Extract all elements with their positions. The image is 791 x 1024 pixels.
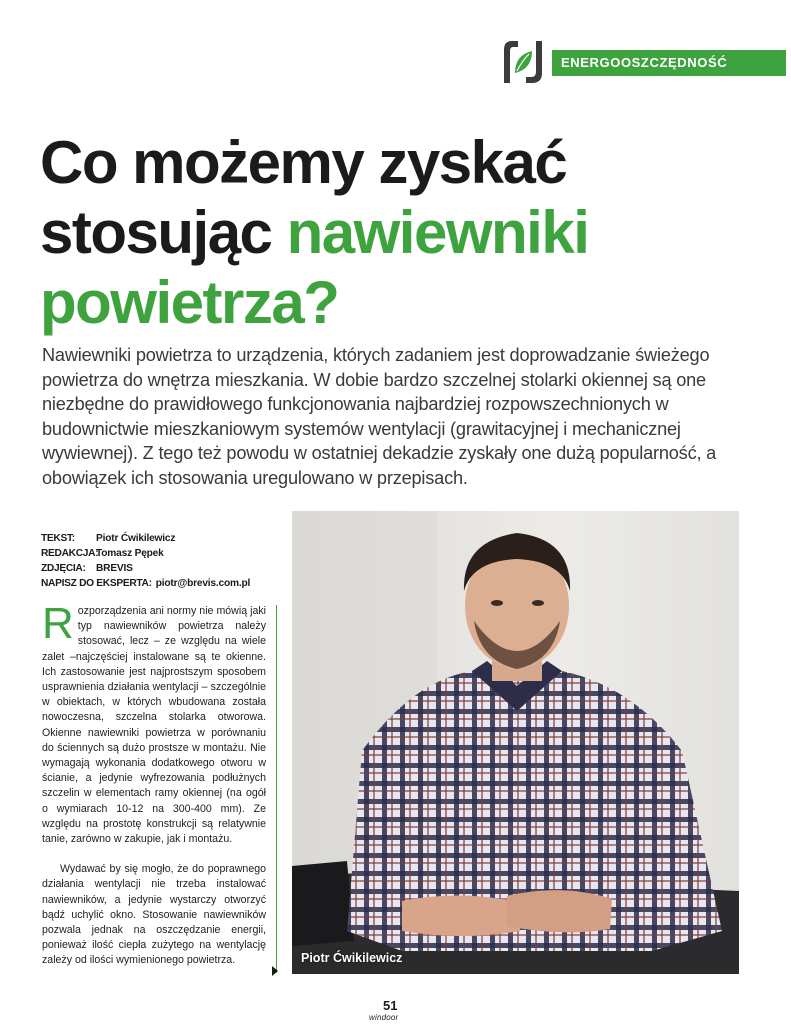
body-paragraph-2: Wydawać by się mogło, że do poprawnego działania wentylacji nie trzeba instalować nawiewników, a jedynie wystarczy otworzyć bądź uchylić okno. Stosowanie nawiewników pozwala jednak na oszczędzanie energii, ponieważ ilość ciepła zużytego na wentylację zależy od ilości wymienionego powietrza. — [42, 863, 266, 967]
author-photo — [292, 511, 739, 974]
credit-label: REDAKCJA: — [41, 548, 99, 559]
credit-value: Tomasz Pępek — [96, 548, 164, 559]
body-paragraph-1-text: ozporządzenia ani normy nie mówią jaki typ nawiewników powietrza należy stosować, lecz – ze względu na wiele zalet –najczęściej instalowane są te okienne. Ich zastosowanie jest najprostszym sposobem usprawnienia działania wentylacji – szczególnie w obiektach, w których wbudowana została nowoczesna, szczelna stolarka otworowa. Okienne nawiewniki powietrza w porównaniu do ściennych są dużo prostsze w montażu. Nie wymagają wykonania dodatkowego otworu w ścianie, a jedynie wyfrezowania podłużnych szczelin w elementach ramy okiennej (na ogół o wymiarach 10-12 na 300-400 mm). Ze względu na prostotę konstrukcji są relatywnie tanie, zarówno w zakupie, jak i montażu. — [42, 605, 266, 846]
credit-editing — [41, 546, 291, 561]
credit-contact — [41, 576, 291, 591]
title-line-2-dark: stosując — [40, 199, 287, 266]
title-line-2-green: nawiewniki — [286, 199, 589, 266]
title-line-3-green: powietrza? — [40, 269, 339, 336]
credit-photos — [41, 561, 291, 576]
credit-value: BREVIS — [96, 563, 133, 574]
credit-value: Piotr Ćwikilewicz — [96, 533, 176, 544]
footer-brand: windoor — [369, 1013, 399, 1022]
lead-paragraph: Nawiewniki powietrza to urządzenia, których zadaniem jest doprowadzanie świeżego powietrza do wnętrza mieszkania. W dobie bardzo szczelnej stolarki okiennej są one niezbędne do prawidłowego funkcjonowania najbardziej rozpowszechnionych w budownictwie mieszkaniowym systemów wentylacji (grawitacyjnej i mechanicznej wywiewnej). Z tego też powodu w ostatniej dekadzie zyskały one dużą popularność, a obowiązek ich stosowania uregulowano w przepisach. — [42, 345, 717, 488]
rj-leaf-logo-icon — [498, 37, 548, 87]
section-label: ENERGOOSZCZĘDNOŚĆ — [552, 50, 786, 76]
credit-text — [41, 531, 291, 546]
article-credits — [41, 531, 291, 591]
contact-email-link[interactable]: piotr@brevis.com.pl — [155, 578, 251, 589]
photo-caption: Piotr Ćwikilewicz — [301, 951, 403, 965]
credit-label: ZDJĘCIA: — [41, 563, 86, 574]
title-line-1: Co możemy zyskać — [40, 129, 567, 196]
article-title — [40, 128, 740, 338]
credit-label: NAPISZ DO EKSPERTA: — [41, 578, 152, 589]
body-paragraph-1 — [42, 599, 266, 847]
column-rule — [276, 605, 277, 973]
credit-label: TEKST: — [41, 533, 75, 544]
page-number: 51 — [383, 998, 398, 1013]
drop-cap: R — [42, 599, 74, 648]
article-body — [42, 599, 266, 984]
continue-arrow-icon — [272, 966, 278, 976]
